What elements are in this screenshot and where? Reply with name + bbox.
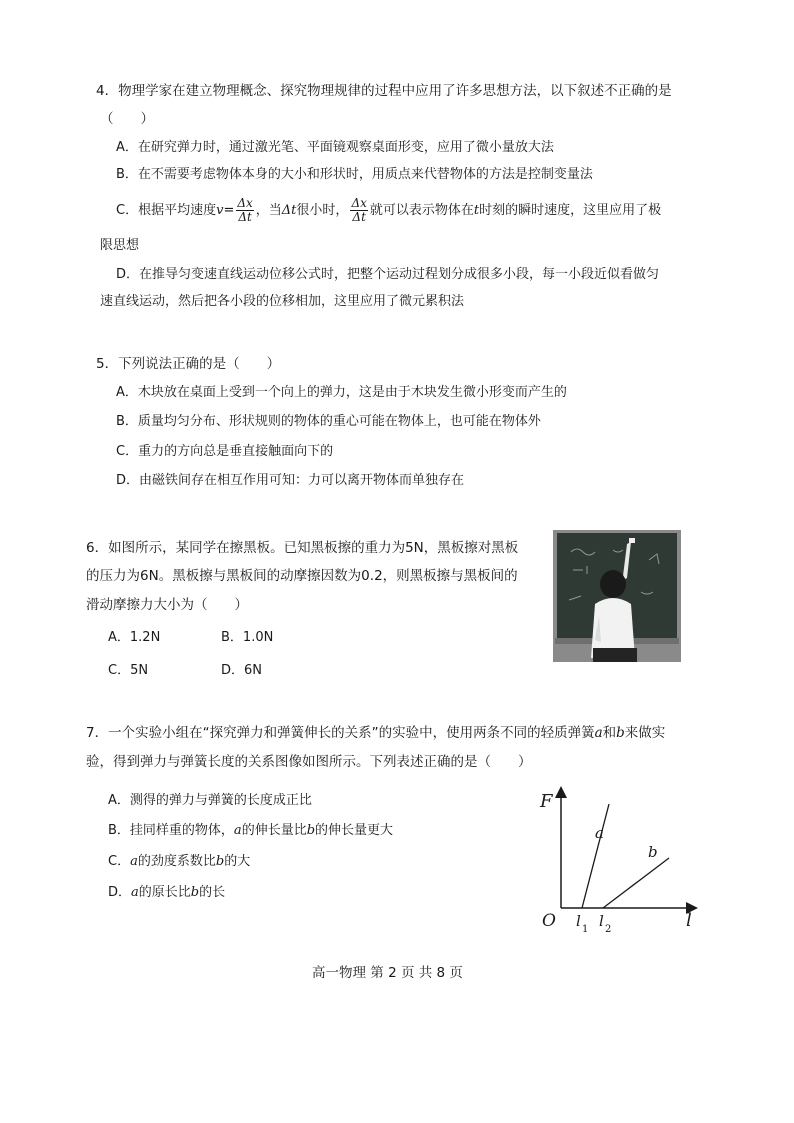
q7-b-b: b: [306, 823, 316, 838]
q6-option-b: B．1.0N: [221, 630, 274, 645]
q4-c-t: t: [473, 203, 480, 218]
line-b-label: b: [648, 843, 658, 861]
student-pants: [593, 648, 637, 662]
q7-b-part3: 的伸长量更大: [315, 823, 394, 838]
q6-stem-line3: 滑动摩擦力大小为（ ）: [86, 597, 248, 613]
q4-c-dt: Δt: [281, 203, 297, 218]
page-footer: 高一物理 第 2 页 共 8 页: [312, 965, 463, 981]
q7-b-a: a: [233, 823, 242, 838]
q4-c-eq: =: [223, 203, 235, 218]
q6-stem-line1: 6．如图所示，某同学在擦黑板。已知黑板擦的重力为5N，黑板擦对黑板: [86, 540, 519, 556]
q7-c-b: b: [215, 854, 225, 869]
q5-option-c: C．重力的方向总是垂直接触面向下的: [116, 444, 334, 459]
q4-c-post1: 就可以表示物体在: [369, 203, 474, 218]
q6-option-c: C．5N: [108, 663, 149, 678]
q5-stem: 5．下列说法正确的是（ ）: [96, 356, 281, 372]
q6-stem-line2: 的压力为6N。黑板擦与黑板间的动摩擦因数为0.2，则黑板擦与黑板间的: [86, 568, 518, 584]
q7-c-a: a: [130, 854, 138, 869]
q7-line1-end: 来做实: [624, 725, 666, 741]
q7-and: 和: [602, 725, 617, 741]
q7-d-b: b: [190, 885, 200, 900]
q4-c-mid2: 很小时，: [296, 203, 349, 218]
q7-d-part1: D．: [108, 885, 132, 900]
q7-c-part1: C．: [108, 854, 131, 869]
q7-option-a: A．测得的弹力与弹簧的长度成正比: [108, 793, 312, 808]
q4-c-pre: C．根据平均速度: [116, 203, 217, 218]
tick-l1: l: [576, 912, 581, 930]
q7-option-b: [108, 822, 393, 840]
q5-option-a: A．木块放在桌面上受到一个向上的弹力，这是由于木块发生微小形变而产生的: [116, 385, 567, 400]
tick-l1-sub: 1: [582, 924, 589, 935]
blackboard-photo: [553, 530, 681, 662]
q4-stem-line2: （ ）: [100, 111, 154, 127]
q4-option-c-line2: 限思想: [100, 238, 140, 253]
q7-spring-b: b: [616, 725, 625, 741]
origin-label: O: [542, 911, 556, 931]
q7-b-part1: B．挂同样重的物体，: [108, 823, 234, 838]
q4-c-fraction-2-num: Δx: [351, 196, 367, 210]
line-b: [603, 858, 669, 908]
q4-c-fraction-1: [236, 197, 253, 224]
q7-b-part2: 的伸长量比: [241, 823, 307, 838]
q7-option-c: [108, 853, 250, 871]
q6-option-a: A．1.2N: [108, 630, 161, 645]
q7-stem-line1: [86, 724, 665, 742]
spring-force-graph: [530, 780, 710, 940]
q4-option-d-line1: D．在推导匀变速直线运动位移公式时，把整个运动过程划分成很多小段，每一小段近似看做匀: [116, 267, 660, 282]
y-axis-label: F: [540, 791, 553, 812]
q7-stem-line2: 验，得到弹力与弹簧长度的关系图像如图所示。下列表述正确的是（ ）: [86, 754, 532, 770]
x-axis-label: l: [686, 910, 692, 931]
blackboard-illustration: [553, 530, 681, 662]
line-a: [582, 804, 609, 908]
q4-c-mid1: ，当: [255, 203, 282, 218]
q4-option-b: B．在不需要考虑物体本身的大小和形状时，用质点来代替物体的方法是控制变量法: [116, 167, 593, 182]
q7-c-part3: 的大: [224, 854, 251, 869]
q4-c-v: v: [216, 203, 224, 218]
q4-c-fraction-1-num: Δx: [237, 196, 253, 210]
q7-d-part2: 的原长比: [138, 885, 191, 900]
q4-c-fraction-2: [350, 197, 367, 224]
q4-option-d-line2: 速直线运动，然后把各小段的位移相加，这里应用了微元累积法: [100, 294, 465, 309]
q7-d-part3: 的长: [199, 885, 226, 900]
q4-c-post2: 时刻的瞬时速度，这里应用了极: [479, 203, 662, 218]
q5-option-d: D．由磁铁间存在相互作用可知：力可以离开物体而单独存在: [116, 473, 465, 488]
q4-option-c: [116, 196, 661, 226]
q7-c-part2: 的劲度系数比: [137, 854, 216, 869]
q4-c-fraction-2-den: Δt: [352, 210, 366, 224]
q4-stem-line1: 4．物理学家在建立物理概念、探究物理规律的过程中应用了许多思想方法，以下叙述不正确的是: [96, 83, 672, 99]
q4-c-fraction-1-den: Δt: [238, 210, 252, 224]
q7-line1-text: 7．一个实验小组在“探究弹力和弹簧伸长的关系”的实验中，使用两条不同的轻质弹簧: [86, 725, 595, 741]
q7-d-a: a: [131, 885, 139, 900]
tick-l2-sub: 2: [605, 924, 612, 935]
q5-option-b: B．质量均匀分布、形状规则的物体的重心可能在物体上，也可能在物体外: [116, 414, 541, 429]
tick-l2: l: [599, 912, 604, 930]
line-a-label: a: [595, 824, 604, 842]
eraser: [629, 538, 635, 543]
q7-spring-a: a: [594, 725, 603, 741]
q6-option-d: D．6N: [221, 663, 263, 678]
student-head: [600, 570, 626, 598]
spring-graph-svg: [530, 780, 710, 940]
q4-option-a: A．在研究弹力时，通过激光笔、平面镜观察桌面形变，应用了微小量放大法: [116, 140, 554, 155]
q7-option-d: [108, 884, 225, 902]
